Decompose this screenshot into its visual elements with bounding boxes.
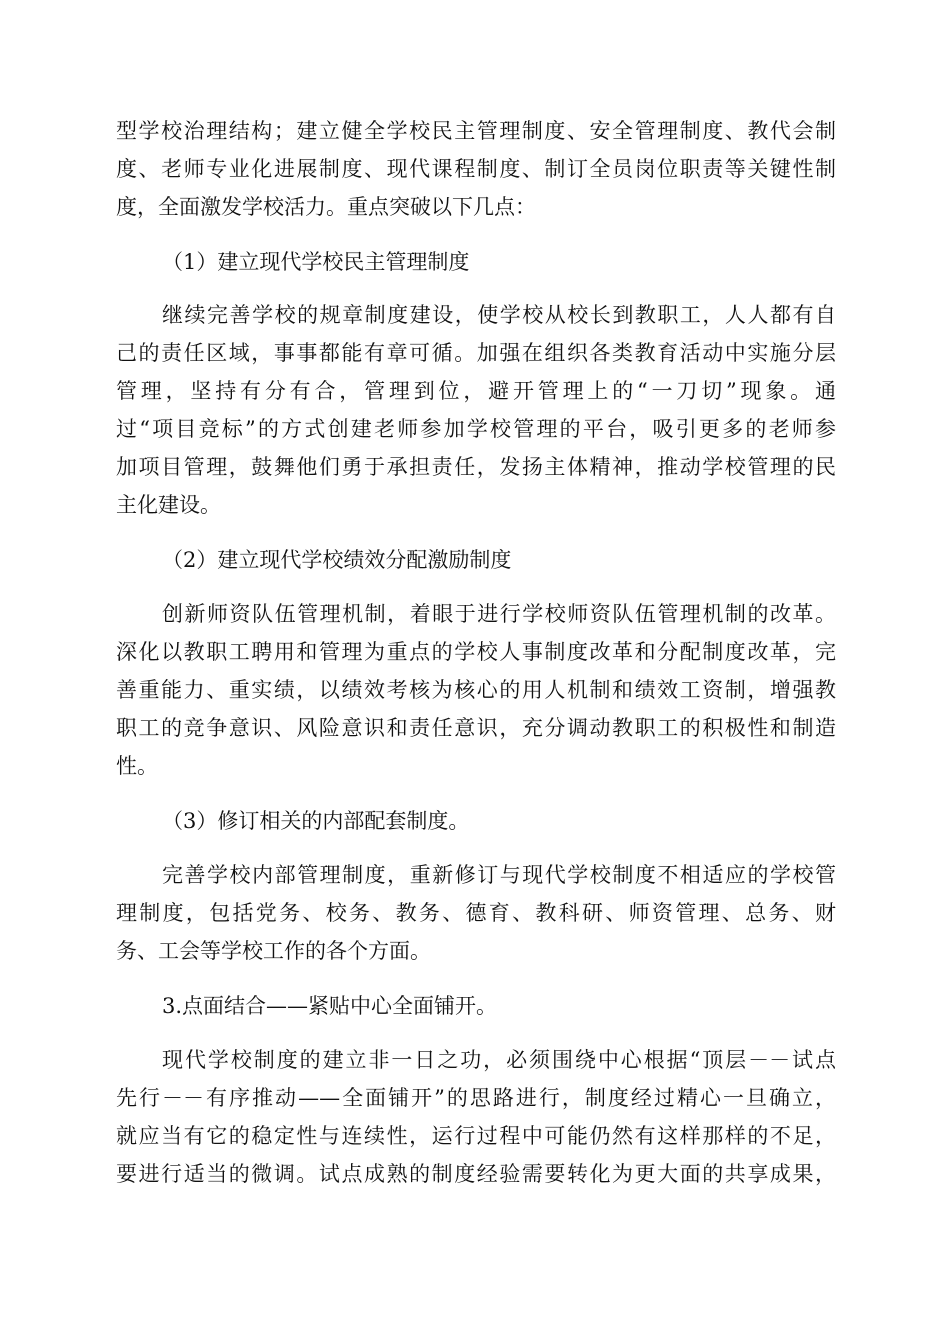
paragraph-line: 深化以教职工聘用和管理为重点的学校人事制度改革和分配制度改革，完 xyxy=(116,640,836,664)
paragraph-line: 就应当有它的稳定性与连续性，运行过程中可能仍然有这样那样的不足， xyxy=(116,1124,836,1148)
section-heading: 3.点面结合——紧贴中心全面铺开。 xyxy=(162,994,498,1018)
paragraph-line: 主化建设。 xyxy=(116,493,221,517)
paragraph-line: 理制度，包括党务、校务、教务、德育、教科研、师资管理、总务、财 xyxy=(116,901,836,925)
paragraph-line: 务、工会等学校工作的各个方面。 xyxy=(116,939,431,963)
paragraph-line: 度、老师专业化进展制度、现代课程制度、制订全员岗位职责等关键性制 xyxy=(116,157,836,181)
paragraph-line: 度，全面激发学校活力。重点突破以下几点： xyxy=(116,195,536,219)
paragraph-line: 完善学校内部管理制度，重新修订与现代学校制度不相适应的学校管 xyxy=(162,863,836,887)
paragraph-line: 先行－－有序推动——全面铺开”的思路进行，制度经过精心一旦确立， xyxy=(116,1086,836,1110)
paragraph-line: 继续完善学校的规章制度建设，使学校从校长到教职工，人人都有自 xyxy=(162,303,836,327)
paragraph-line: 创新师资队伍管理机制，着眼于进行学校师资队伍管理机制的改革。 xyxy=(162,602,836,626)
paragraph-line: 管理，坚持有分有合，管理到位，避开管理上的“一刀切”现象。通 xyxy=(116,379,836,403)
paragraph-line: 加项目管理，鼓舞他们勇于承担责任，发扬主体精神，推动学校管理的民 xyxy=(116,455,836,479)
section-heading: （3）修订相关的内部配套制度。 xyxy=(162,809,470,833)
paragraph-line: 过“项目竞标”的方式创建老师参加学校管理的平台，吸引更多的老师参 xyxy=(116,417,836,441)
paragraph-line: 现代学校制度的建立非一日之功，必须围绕中心根据“顶层－－试点 xyxy=(162,1048,836,1072)
section-heading: （1）建立现代学校民主管理制度 xyxy=(162,250,470,274)
paragraph-line: 善重能力、重实绩，以绩效考核为核心的用人机制和绩效工资制，增强教 xyxy=(116,678,836,702)
paragraph-line: 性。 xyxy=(116,754,158,778)
paragraph-line: 己的责任区域，事事都能有章可循。加强在组织各类教育活动中实施分层 xyxy=(116,341,836,365)
paragraph-line: 职工的竞争意识、风险意识和责任意识，充分调动教职工的积极性和制造 xyxy=(116,716,836,740)
paragraph-line: 型学校治理结构；建立健全学校民主管理制度、安全管理制度、教代会制 xyxy=(116,119,836,143)
paragraph-line: 要进行适当的微调。试点成熟的制度经验需要转化为更大面的共享成果， xyxy=(116,1162,836,1186)
section-heading: （2）建立现代学校绩效分配激励制度 xyxy=(162,548,512,572)
